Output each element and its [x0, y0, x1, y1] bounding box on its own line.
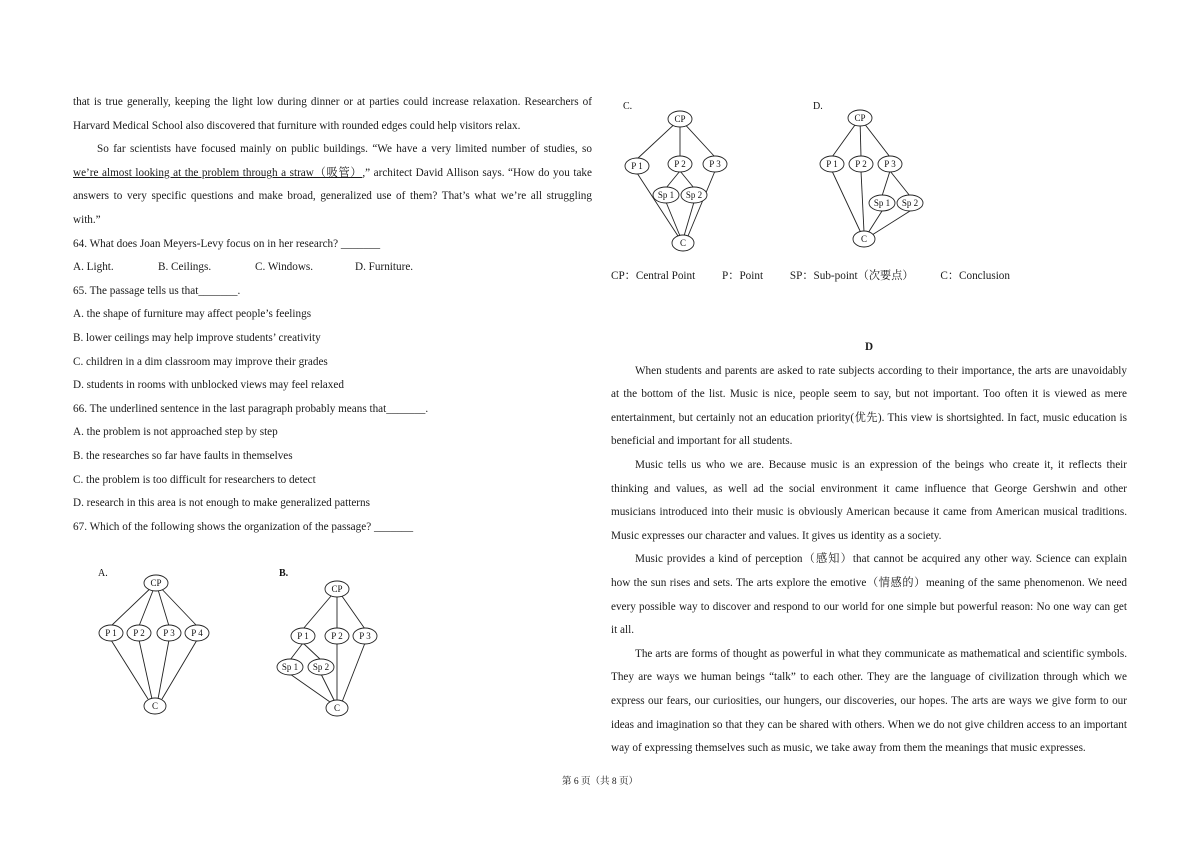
question-64-options: [73, 256, 592, 280]
svg-text:CP: CP: [854, 113, 866, 123]
svg-text:P 3: P 3: [709, 159, 721, 169]
passage-d-paragraph-4: The arts are forms of thought as powerful in what they communicate as mathematical and scientific symbols. They are ways we human beings “talk” to each other. They are the language of civilization through which we express our fears, our curiosities, our hungers, our discoveries, our hopes. The arts are ways we give form to our ideas and imagination so that they can be shared with others. When we do not give children access to an important way of expressing themselves such as music, we take away from them the meanings that music expresses.: [611, 647, 1127, 755]
question-67: 67. Which of the following shows the organization of the passage? _______: [73, 520, 414, 533]
svg-text:Sp 2: Sp 2: [312, 662, 330, 672]
svg-text:P 2: P 2: [674, 159, 686, 169]
diagram-d: [808, 96, 938, 256]
svg-text:CP: CP: [150, 578, 162, 588]
q66-option-d: D. research in this area is not enough to make generalized patterns: [73, 497, 370, 510]
question-64: 64. What does Joan Meyers-Levy focus on in her research? _______: [73, 237, 381, 250]
q65-option-b: B. lower ceilings may help improve students’ creativity: [73, 331, 321, 344]
legend-central-point: CP：Central Point: [611, 270, 696, 282]
svg-text:P 2: P 2: [331, 631, 343, 641]
passage-d-paragraph-3: Music provides a kind of perception（感知）that cannot be acquired any other way. Science can explain how the sun rises and sets. The arts explore the emotive（情感的）meaning of the same phenomenon. We need every possible way to discover and respond to our world for one simple but powerful reason: No one way can get it all.: [611, 553, 1127, 637]
passage-c-paragraph-1: that is true generally, keeping the light low during dinner or at parties could increase relaxation. Researchers of Harvard Medical School also discovered that furniture with rounded edges could help visitors relax.: [73, 96, 592, 132]
svg-text:C: C: [333, 703, 341, 713]
passage-c-paragraph-2: [73, 138, 592, 232]
svg-text:CP: CP: [331, 584, 343, 594]
q65-option-c: C. children in a dim classroom may improve their grades: [73, 355, 328, 368]
page-number: 第 6 页（共 8 页）: [561, 777, 638, 787]
diagram-a-label: A.: [98, 568, 108, 579]
q66-option-c: C. the problem is too difficult for researchers to detect: [73, 473, 316, 486]
passage-d-paragraph-1: When students and parents are asked to rate subjects according to their importance, the arts are unavoidably at the bottom of the list. Music is nice, people seem to say, but not important. Too often it is viewed as mere entertainment, but certainly not an education priority(优先). This view is shortsighted. In fact, music education is beneficial and important for all students.: [611, 364, 1127, 448]
svg-text:P 3: P 3: [359, 631, 371, 641]
svg-text:C: C: [151, 701, 159, 711]
right-column: [611, 336, 1127, 761]
diagram-c-label: C.: [623, 101, 633, 112]
paragraph-2-start: So far scientists have focused mainly on public buildings. “We have a very limited number of studies, so: [97, 143, 592, 156]
diagram-b-label: B.: [279, 568, 289, 579]
passage-d-paragraph-2: Music tells us who we are. Because music is an expression of the beings who create it, it reflects their thinking and values, as well ad the social environment it came influence that George Gershwin and other musicians introduced into their music is obviously American because it came from American musical traditions. Music expresses our character and values. It gives us identity as a society.: [611, 458, 1127, 542]
paragraph-2-end: ,” architect David Allison says. “How do you take answers to very specific questions and make broad, generalized use of them? That’s what we’re all struggling with.”: [73, 166, 592, 226]
diagram-c: [618, 96, 748, 256]
svg-text:P 2: P 2: [133, 628, 145, 638]
question-66: 66. The underlined sentence in the last paragraph probably means that_______.: [73, 402, 429, 415]
svg-text:P 1: P 1: [826, 159, 838, 169]
svg-text:P 3: P 3: [884, 159, 896, 169]
legend-sub-point: SP：Sub-point（次要点）: [789, 270, 914, 282]
svg-text:C: C: [679, 238, 687, 248]
underlined-sentence: we’re almost looking at the problem through a straw（吸管）: [73, 166, 363, 179]
diagram-b: [272, 566, 392, 721]
svg-text:P 3: P 3: [163, 628, 175, 638]
svg-text:P 1: P 1: [105, 628, 117, 638]
svg-text:Sp 1: Sp 1: [657, 190, 675, 200]
svg-text:P 2: P 2: [855, 159, 867, 169]
svg-text:Sp 1: Sp 1: [281, 662, 299, 672]
q65-option-d: D. students in rooms with unblocked views may feel relaxed: [73, 379, 344, 392]
diagram-d-label: D.: [813, 101, 823, 112]
svg-text:P 4: P 4: [191, 628, 203, 638]
diagram-a: [93, 566, 223, 721]
section-heading: D: [864, 341, 874, 353]
q66-option-a: A. the problem is not approached step by step: [73, 426, 278, 439]
svg-text:P 1: P 1: [297, 631, 309, 641]
q64-option-b: B. Ceilings.: [158, 261, 212, 274]
svg-text:Sp 2: Sp 2: [901, 198, 919, 208]
question-65: 65. The passage tells us that_______.: [73, 284, 241, 297]
legend-conclusion: C：Conclusion: [940, 270, 1010, 282]
left-column: [73, 91, 592, 539]
q64-option-c: C. Windows.: [255, 261, 314, 274]
q64-option-d: D. Furniture.: [355, 261, 414, 274]
q64-option-a: A. Light.: [73, 261, 114, 274]
svg-text:C: C: [860, 234, 868, 244]
svg-text:CP: CP: [674, 114, 686, 124]
q65-option-a: A. the shape of furniture may affect people’s feelings: [73, 308, 312, 321]
svg-text:Sp 2: Sp 2: [685, 190, 703, 200]
diagram-legend: [611, 265, 1034, 289]
svg-text:Sp 1: Sp 1: [873, 198, 891, 208]
svg-text:P 1: P 1: [631, 161, 643, 171]
q66-option-b: B. the researches so far have faults in themselves: [73, 449, 293, 462]
legend-point: P：Point: [722, 270, 764, 282]
